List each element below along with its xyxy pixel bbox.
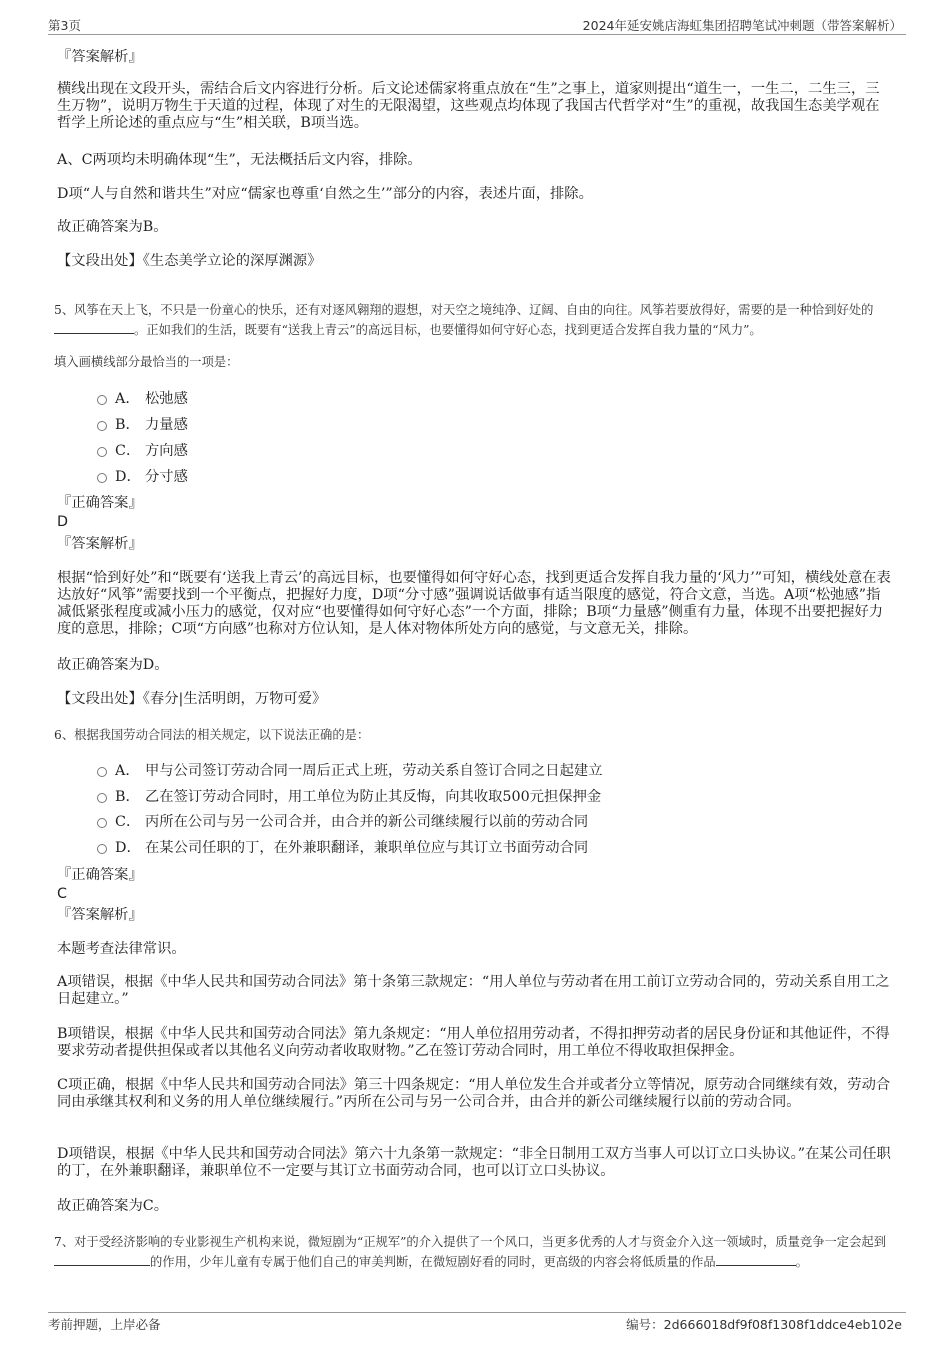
option-text: 松弛感 — [145, 391, 188, 407]
radio-icon[interactable] — [97, 421, 107, 431]
radio-icon[interactable] — [97, 473, 107, 483]
q6-answer: C — [57, 886, 67, 902]
option-letter: A． — [115, 763, 140, 779]
q6-analysis-intro: 本题考查法律常识。 — [57, 941, 186, 957]
footer-slogan: 考前押题，上岸必备 — [48, 1317, 161, 1332]
radio-icon[interactable] — [97, 767, 107, 777]
option-letter: B． — [115, 417, 140, 433]
option-text: 丙所在公司与另一公司合并，由合并的新公司继续履行以前的劳动合同 — [145, 814, 589, 830]
option-text: 甲与公司签订劳动合同一周后正式上班，劳动关系自签订合同之日起建立 — [145, 763, 603, 779]
q5-stem-part-a: 5、风筝在天上飞，不只是一份童心的快乐，还有对逐风翱翔的遐想，对天空之境纯净、辽阔、自由的向往。风筝若要放得好，需要的是一种恰到好处的 — [54, 303, 874, 317]
option-text: 在某公司任职的丁，在外兼职翻译，兼职单位应与其订立书面劳动合同 — [145, 840, 589, 856]
option-letter: B． — [115, 789, 140, 805]
radio-icon[interactable] — [97, 447, 107, 457]
q7-stem-part-c: 。 — [795, 1255, 808, 1269]
q5-analysis-label: 『答案解析』 — [57, 536, 143, 552]
page-footer — [48, 1312, 906, 1335]
q4-analysis-p2: A、C两项均未明确体现“生”，无法概括后文内容，排除。 — [57, 152, 422, 168]
radio-icon[interactable] — [97, 844, 107, 854]
q4-analysis-label: 『答案解析』 — [57, 49, 143, 65]
q6-option-b[interactable] — [97, 788, 601, 806]
option-text: 方向感 — [145, 443, 188, 459]
q5-option-c[interactable] — [97, 442, 188, 460]
q5-source: 【文段出处】《春分|生活明朗，万物可爱》 — [57, 691, 327, 707]
option-letter: D． — [115, 469, 141, 485]
q5-stem-part-b: 。正如我们的生活，既要有“送我上青云”的高远目标，也要懂得如何守好心态，找到更适合发挥自我力量的“风力”。 — [134, 323, 762, 337]
option-letter: C． — [115, 814, 141, 830]
q5-option-d[interactable] — [97, 468, 188, 486]
q6-option-a[interactable] — [97, 762, 603, 780]
page-number: 第3页 — [48, 18, 81, 33]
option-text: 乙在签订劳动合同时，用工单位为防止其反悔，向其收取500元担保押金 — [145, 789, 602, 805]
q6-analysis-a: A项错误，根据《中华人民共和国劳动合同法》第十条第三款规定：“用人单位与劳动者在用工前订立劳动合同的，劳动关系自用工之日起建立。” — [57, 974, 890, 1007]
q7-stem-part-b: 的作用，少年儿童有专属于他们自己的审美判断，在微短剧好看的同时，更高级的内容会将低质量的作品 — [150, 1255, 716, 1269]
q6-analysis-b: B项错误，根据《中华人民共和国劳动合同法》第九条规定：“用人单位招用劳动者，不得扣押劳动者的居民身份证和其他证件，不得要求劳动者提供担保或者以其他名义向劳动者收取财物。”乙在签订劳动合同时，用工单位不得收取担保押金。 — [57, 1026, 890, 1059]
q5-conclusion: 故正确答案为D。 — [57, 657, 169, 673]
radio-icon[interactable] — [97, 793, 107, 803]
option-letter: A． — [115, 391, 140, 407]
q4-analysis-p1: 横线出现在文段开头，需结合后文内容进行分析。后文论述儒家将重点放在“生”之事上，道家则提出“道生一，一生二，二生三，三生万物”，说明万物生于天道的过程，体现了对生的无限渴望，这些观点均体现了我国古代哲学对“生”的重视，故我国生态美学观在哲学上所论述的重点应与“生”相关联，B项当选。 — [57, 81, 880, 131]
option-letter: D． — [115, 840, 141, 856]
q6-option-c[interactable] — [97, 813, 588, 831]
q6-analysis-d: D项错误，根据《中华人民共和国劳动合同法》第六十九条第一款规定：“非全日制用工双方当事人可以订立口头协议。”在某公司任职的丁，在外兼职翻译，兼职单位不一定要与其订立书面劳动合同，也可以订立口头协议。 — [57, 1146, 891, 1179]
q7-blank-1 — [54, 1252, 150, 1266]
q6-analysis-c: C项正确，根据《中华人民共和国劳动合同法》第三十四条规定：“用人单位发生合并或者分立等情况，原劳动合同继续有效，劳动合同由承继其权利和义务的用人单位继续履行。”丙所在公司与另一公司合并，由合并的新公司继续履行以前的劳动合同。 — [57, 1077, 891, 1110]
q4-analysis-p3: D项“人与自然和谐共生”对应“儒家也尊重‘自然之生’”部分的内容，表述片面，排除。 — [57, 186, 593, 202]
q7-blank-2 — [716, 1252, 796, 1266]
q5-option-a[interactable] — [97, 390, 188, 408]
q4-conclusion: 故正确答案为B。 — [57, 219, 168, 235]
q6-stem: 6、根据我国劳动合同法的相关规定，以下说法正确的是： — [54, 728, 370, 742]
q6-answer-label: 『正确答案』 — [57, 867, 143, 883]
q5-answer: D — [57, 514, 69, 530]
option-text: 力量感 — [145, 417, 188, 433]
q5-answer-label: 『正确答案』 — [57, 495, 143, 511]
document-id: 编号：2d666018df9f08f1308f1ddce4eb102e — [626, 1317, 902, 1332]
q4-source: 【文段出处】《生态美学立论的深厚渊源》 — [57, 253, 322, 269]
option-letter: C． — [115, 443, 141, 459]
q6-conclusion: 故正确答案为C。 — [57, 1198, 169, 1214]
q5-analysis-p1: 根据“恰到好处”和“既要有‘送我上青云’的高远目标，也要懂得如何守好心态，找到更适合发挥自我力量的‘风力’”可知，横线处意在表达放好“风筝”需要找到一个平衡点，把握好力度，D项“分寸感”强调说话做事有适当限度的感觉，符合文意，当选。A项“松弛感”指减低紧张程度或减小压力的感觉，仅对应“也要懂得如何守好心态”一个方面，排除；B项“力量感”侧重有力量，体现不出要把握好力度的意思，排除；C项“方向感”也称对方位认知，是人体对物体所处方向的感觉，与文意无关，排除。 — [57, 570, 891, 637]
q6-analysis-label: 『答案解析』 — [57, 907, 143, 923]
radio-icon[interactable] — [97, 818, 107, 828]
q5-stem — [54, 300, 894, 340]
q7-stem-part-a: 7、对于受经济影响的专业影视生产机构来说，微短剧为“正规军”的介入提供了一个风口，当更多优秀的人才与资金介入这一领域时，质量竞争一定会起到 — [54, 1235, 886, 1249]
page-header — [48, 14, 906, 35]
q5-blank — [54, 320, 134, 334]
q7-stem — [54, 1232, 894, 1272]
radio-icon[interactable] — [97, 395, 107, 405]
q6-option-d[interactable] — [97, 839, 588, 857]
document-title: 2024年延安姚店海虹集团招聘笔试冲刺题（带答案解析） — [582, 18, 902, 33]
option-text: 分寸感 — [145, 469, 188, 485]
q5-option-b[interactable] — [97, 416, 188, 434]
q5-instruction: 填入画横线部分最恰当的一项是： — [54, 355, 239, 369]
